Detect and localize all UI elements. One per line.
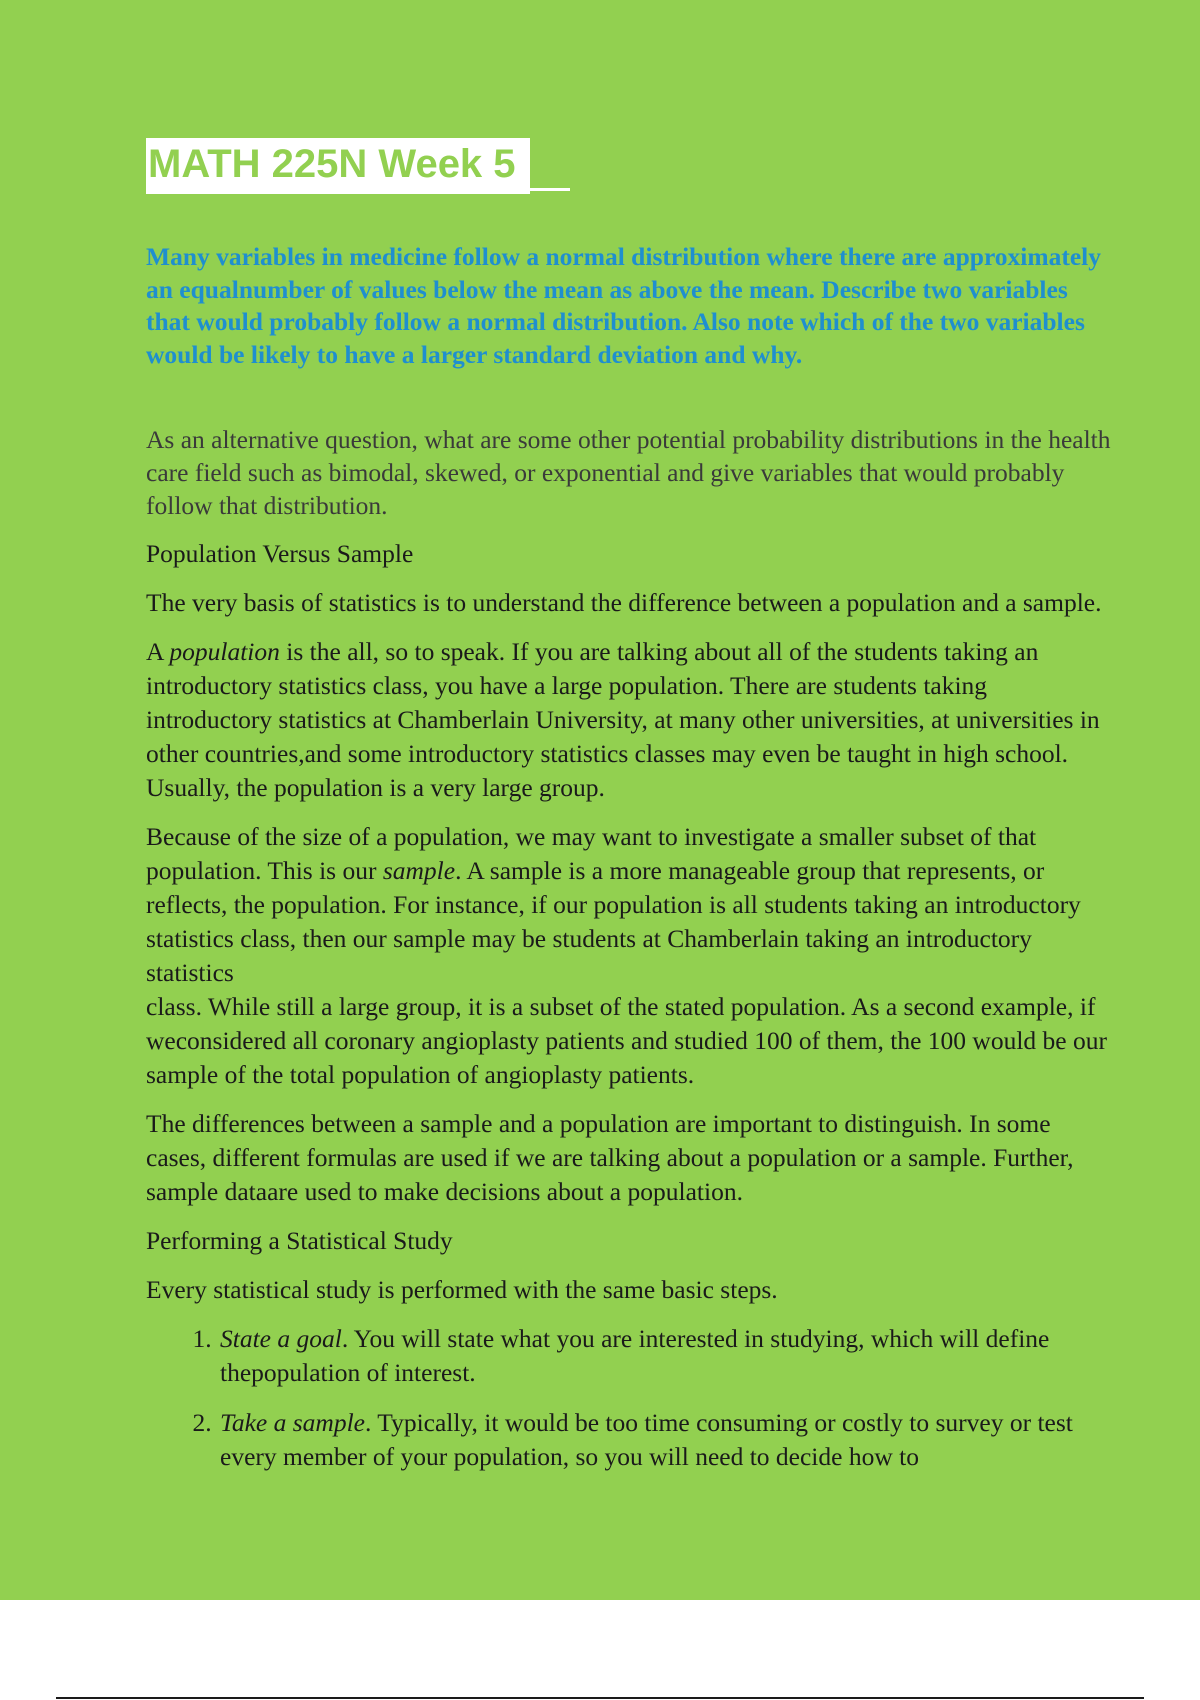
step-term: Take a sample	[220, 1408, 365, 1437]
paragraph-differences: The differences between a sample and a population are important to distinguish. In some cases, different formulas are used if we are talking about a population or a sample. Further, sample dataare used to make decisions about a population.	[146, 1109, 1074, 1206]
sample-post: . A sample is a more manageable group that represents, or reflects, the population. For instance, if our population is all students taking an introductory statistics class, then our sample may be students at Chamberlain taking an introductory statistics	[146, 856, 1081, 987]
discussion-question: Many variables in medicine follow a normal distribution where there are approximately an equalnumber of values below the mean as above the mean. Describe two variables that would probably follow a normal distribution. Also note which of the two variables would be likely to have a larger standard deviation and why.	[146, 242, 1102, 369]
heading-statistical-study: Performing a Statistical Study	[146, 1226, 453, 1255]
sample-pre: Because of the size of a population, we may want to investigate a smaller subset of that population. This is our	[146, 822, 1037, 885]
paragraph-sample	[146, 820, 1116, 1092]
list-item	[218, 1406, 1116, 1474]
population-post: is the all, so to speak. If you are talking about all of the students taking an introductory statistics class, you have a large population. There are students taking introductory statistics at Chamberlain University, at many other universities, at universities in other countries,and some introductory statistics classes may even be taught in high school. Usually, the population is a very large group.	[146, 637, 1100, 802]
population-term: population	[169, 637, 280, 666]
sample-cont: class. While still a large group, it is a subset of the stated population. As a second example, if weconsidered all coronary angioplasty patients and studied 100 of them, the 100 would be our sample of the total population of angioplasty patients.	[146, 992, 1107, 1089]
paragraph-basis: The very basis of statistics is to understand the difference between a population and a sample.	[146, 588, 1102, 617]
step-term: State a goal	[220, 1324, 342, 1353]
population-pre: A	[146, 637, 170, 666]
alternative-question: As an alternative question, what are some other potential probability distributions in the health care field such as bimodal, skewed, or exponential and give variables that would probably follow that distribution.	[146, 425, 1111, 520]
step-text: . Typically, it would be too time consuming or costly to survey or test every member of your population, so you will need to decide how to	[220, 1408, 1073, 1471]
document-body	[146, 423, 1116, 1490]
steps-list	[146, 1322, 1116, 1474]
document-title: MATH 225N Week 5	[146, 138, 530, 190]
heading-population-vs-sample: Population Versus Sample	[146, 539, 414, 568]
sample-term: sample	[382, 856, 456, 885]
footer-divider	[56, 1697, 1144, 1699]
step-text: . You will state what you are interested in studying, which will define thepopulation of interest.	[220, 1324, 1050, 1387]
paragraph-population	[146, 635, 1116, 805]
list-item	[218, 1322, 1116, 1390]
title-underline	[146, 188, 570, 191]
paragraph-steps-intro: Every statistical study is performed with the same basic steps.	[146, 1275, 778, 1304]
